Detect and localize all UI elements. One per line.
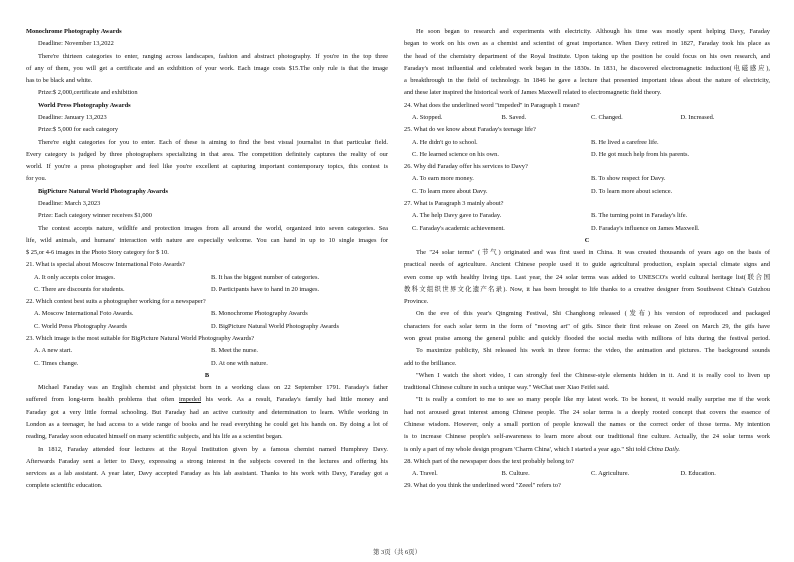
italic-source-name: China Daily. <box>647 445 680 453</box>
deadline-text: Deadline: January 13,2023 <box>38 113 107 121</box>
prize-text: Prize: Each category winner receives $1,000 <box>38 212 152 220</box>
option-a: A. Moscow International Foto Awards. <box>34 310 134 318</box>
question-26-options <box>404 186 770 198</box>
paragraph-line: Afterwards Faraday sent a letter to Davy, expressing a strong interest in the subjects covered in the lectures and offering his <box>26 457 388 465</box>
paragraph-line: 教科文组织世界文化遗产名录). Now, it has been brought to life thanks to a creative designer from Southwest China's Guizhou <box>404 285 770 293</box>
paragraph-line: Province. <box>404 298 429 306</box>
paragraph-line: Faraday got a very little formal schooling. But Faraday had an active curiosity and determination to learn. While working in <box>26 408 388 416</box>
question-23-options <box>26 358 388 370</box>
question-22: 22. Which contest best suits a photographer working for a newspaper? <box>26 298 206 306</box>
question-23-options <box>26 345 388 357</box>
question-29: 29. What do you think the underlined word "Zeeel" refers to? <box>404 482 561 490</box>
option-a: A. To earn more money. <box>412 175 474 183</box>
option-d: D. BigPicture Natural World Photography Awards <box>211 322 339 330</box>
question-25: 25. What do we know about Faraday's teenage life? <box>404 126 536 134</box>
paragraph-line: practical needs of agriculture. Ancient Chinese people used it to guide agricultural production, explain special climate signs and <box>404 261 770 269</box>
option-d: D. At one with nature. <box>211 359 268 367</box>
paragraph-line: reading, Faraday soon educated himself on many scientific subjects, and his life as a scientist began. <box>26 433 283 441</box>
option-d: D. Participants have to hand in 20 images. <box>211 285 320 293</box>
option-c: C. Agriculture. <box>591 470 630 478</box>
question-21-options <box>26 272 388 284</box>
section-b-heading: B <box>204 371 210 379</box>
paragraph-line <box>26 394 388 406</box>
paragraph-line: "When I watch the short video, I can strongly feel the Chinese-style elements hidden in it. And it is really cool to liven up <box>416 371 770 379</box>
option-c: C. Faraday's academic achievement. <box>412 224 505 232</box>
question-28: 28. Which part of the newspaper does the text probably belong to? <box>404 457 574 465</box>
left-column <box>26 26 388 493</box>
paragraph-line: The contest accepts nature, wildlife and protection images from all around the world, organized into seven categories. Sea <box>38 224 388 232</box>
paragraph-line: "It is really a comfort to me to see so many people like my latest work. To be honest, it would really surprise me if the work <box>416 396 770 404</box>
right-column <box>404 26 770 493</box>
option-b: B. It has the biggest number of categories. <box>211 273 320 281</box>
paragraph-line: There're thirteen categories to enter, ranging across landscapes, fashion and abstract photography. If you're in the top three <box>38 52 388 60</box>
option-c: C. There are discounts for students. <box>34 285 125 293</box>
option-b: B. Saved. <box>501 113 527 121</box>
option-b: B. Culture. <box>501 470 530 478</box>
option-c: C. He learned science on his own. <box>412 150 499 158</box>
paragraph-line: $ 25,or 4-6 images in the Photo Story category for $ 10. <box>26 249 169 257</box>
paragraph-line: is to increase Chinese people's self-awareness to learn more about our traditional fine culture. Actually, the 24 solar terms work <box>404 433 770 441</box>
paragraph-line: To maximize publicity, Shi released his work in three forms: the video, the animation and pictures. The background sounds <box>416 347 770 355</box>
option-a: A. It only accepts color images. <box>34 273 116 281</box>
option-b: B. To show respect for Davy. <box>591 175 666 183</box>
option-a: A. A new start. <box>34 347 73 355</box>
paragraph-line: On the eve of this year's Qingming Festival, Shi Changhong released (发布) his version of reproduced and packaged <box>416 310 770 318</box>
paragraph-line: world. If you're a press photographer and feel like you're excellent at capturing important contemporary topics, this contest is <box>26 163 388 171</box>
option-b: B. Monochrome Photography Awards <box>211 310 308 318</box>
paragraph-line: In 1812, Faraday attended four lectures at the Royal Institution given by a famous chemist named Humphrey Davy. <box>38 445 388 453</box>
paragraph-line: complete scientific education. <box>26 482 103 490</box>
option-a: A. The help Davy gave to Faraday. <box>412 212 502 220</box>
paragraph-line: and these later inspired the historical work of James Maxwell related to electromagnetic field theory. <box>404 89 662 97</box>
question-24: 24. What does the underlined word "impeded" in Paragraph 1 mean? <box>404 101 580 109</box>
contest-title-bigpicture: BigPicture Natural World Photography Awards <box>38 187 168 195</box>
option-c: C. Times change. <box>34 359 79 367</box>
option-d: D. He got much help from his parents. <box>591 150 690 158</box>
paragraph-line: Every category is judged by three photographers specializing in that area. The competition definitely captures the reality of our <box>26 150 388 158</box>
page-number: 第 3页（共 6页） <box>373 549 421 556</box>
prize-text: Prize:$ 2,000,certificate and exhibition <box>38 89 138 97</box>
option-a: A. Stopped. <box>412 113 443 121</box>
text-run: suffered from long-term health problems that often <box>26 396 179 404</box>
paragraph-line: won great praise among the general public and quickly flooded the social media with millions of hits during the festival period. <box>404 335 770 343</box>
paragraph-line: There're eight categories for you to enter. Each of these is aiming to find the best visual journalist in that particular field. <box>38 138 388 146</box>
paragraph-line: even come up with healthy living tips. Last year, the 24 solar terms was added to UNESCO's world cultural heritage list(联合国 <box>404 273 770 281</box>
paragraph-line: The "24 solar terms" (节气) originated and was first used in China. It was created thousands of years ago on the basis of <box>416 249 770 257</box>
question-23: 23. Which image is the most suitable for BigPicture Natural World Photography Awards? <box>26 335 255 343</box>
option-b: B. He lived a carefree life. <box>591 138 659 146</box>
question-27-options <box>404 210 770 222</box>
option-c: C. World Press Photography Awards <box>34 322 128 330</box>
contest-title-world-press: World Press Photography Awards <box>38 101 131 109</box>
paragraph-line: Michael Faraday was an English chemist and physicist born in a working class on 22 September 1791. Faraday's father <box>38 384 388 392</box>
question-27: 27. What is Paragraph 3 mainly about? <box>404 199 504 207</box>
question-28-options <box>404 468 770 480</box>
paragraph-line: had not aroused great interest among Chinese people. The 24 solar terms is a deeply rooted concept that covers the essence of <box>404 408 770 416</box>
paragraph-line <box>404 444 770 456</box>
option-c: C. Changed. <box>591 113 623 121</box>
option-d: D. To learn more about science. <box>591 187 673 195</box>
option-b: B. The turning point in Faraday's life. <box>591 212 688 220</box>
question-26: 26. Why did Faraday offer his services to Davy? <box>404 163 528 171</box>
question-22-options <box>26 321 388 333</box>
question-26-options <box>404 173 770 185</box>
question-21-options <box>26 284 388 296</box>
deadline-text: Deadline: March 3,2023 <box>38 199 101 207</box>
paragraph-line: Chinese wisdom. However, only a small portion of people knowall the names or the correct order of those terms. My intention <box>404 421 770 428</box>
option-b: B. Meet the nurse. <box>211 347 259 355</box>
paragraph-line: Faraday's most influential and celebrated work began in the 1830s. In 1831, he discovered electromagnetic induction(电磁感应), <box>404 64 770 72</box>
question-24-options <box>404 112 770 124</box>
question-25-options <box>404 137 770 149</box>
paragraph-line: He soon began to research and experiments with electricity. Although his time was mostly spent helping Davy, Faraday <box>416 28 770 35</box>
option-d: D. Increased. <box>680 113 715 121</box>
underlined-word-impeded: impeded <box>178 396 201 404</box>
deadline-text: Deadline: November 13,2022 <box>38 40 114 48</box>
paragraph-line: of any of them, you will get a certificate and an exhibition of your work. Each image costs $15.The only rule is that the image <box>26 64 388 72</box>
option-a: A. He didn't go to school. <box>412 138 478 146</box>
paragraph-line: life, wild animals, and humans' interaction with nature are especially welcome. You can hand in up to 10 single images for <box>26 236 388 244</box>
text-run: his work. As a result, Faraday's family had little money and <box>201 396 388 404</box>
paragraph-line: services as a lab assistant. A year later, Davy accepted Faraday as his lab assistant. Thanks to his work with Davy, Faraday got a <box>26 470 388 478</box>
section-c-heading: C <box>584 236 590 244</box>
paragraph-line: traditional Chinese culture in such a unique way." WeChat user Xiao Feifei said. <box>404 384 610 392</box>
paragraph-line: for you. <box>26 175 47 183</box>
option-d: D. Education. <box>680 470 716 478</box>
contest-title-monochrome: Monochrome Photography Awards <box>26 28 122 35</box>
prize-text: Prize:$ 5,000 for each category <box>38 126 119 134</box>
paragraph-line: add to the brilliance. <box>404 359 457 367</box>
text-run: is only a part of my whole design program 'Charm China', which I started a year ago." Shi told <box>404 445 648 453</box>
paragraph-line: has to be black and white. <box>26 77 93 85</box>
paragraph-line: characters for each solar term in the form of "moving art" of gifs. Since their first release on Zeeel on March 29, the gifs have <box>404 322 770 330</box>
question-22-options <box>26 308 388 320</box>
question-21: 21. What is special about Moscow International Foto Awards? <box>26 261 185 269</box>
option-d: D. Faraday's influence on James Maxwell. <box>591 224 700 232</box>
option-a: A. Travel. <box>412 470 438 478</box>
paragraph-line: a breakthrough in the field of technology. In 1846 he gave a lecture that presented important ideas about the nature of electricity, <box>404 77 770 85</box>
paragraph-line: the head of the chemistry department of the Royal Institute. Upon taking up the position he could focus on his own research, and <box>404 52 770 60</box>
question-27-options <box>404 223 770 235</box>
question-25-options <box>404 149 770 161</box>
paragraph-line: London as a teenager, he had access to a wide range of books and he read everything he could get his hands on. By doing a lot of <box>26 421 388 428</box>
paragraph-line: began to work on his own as a chemist and scientist of great importance. When Davy retired in 1827, Faraday took his place as <box>404 40 770 48</box>
option-c: C. To learn more about Davy. <box>412 187 488 195</box>
